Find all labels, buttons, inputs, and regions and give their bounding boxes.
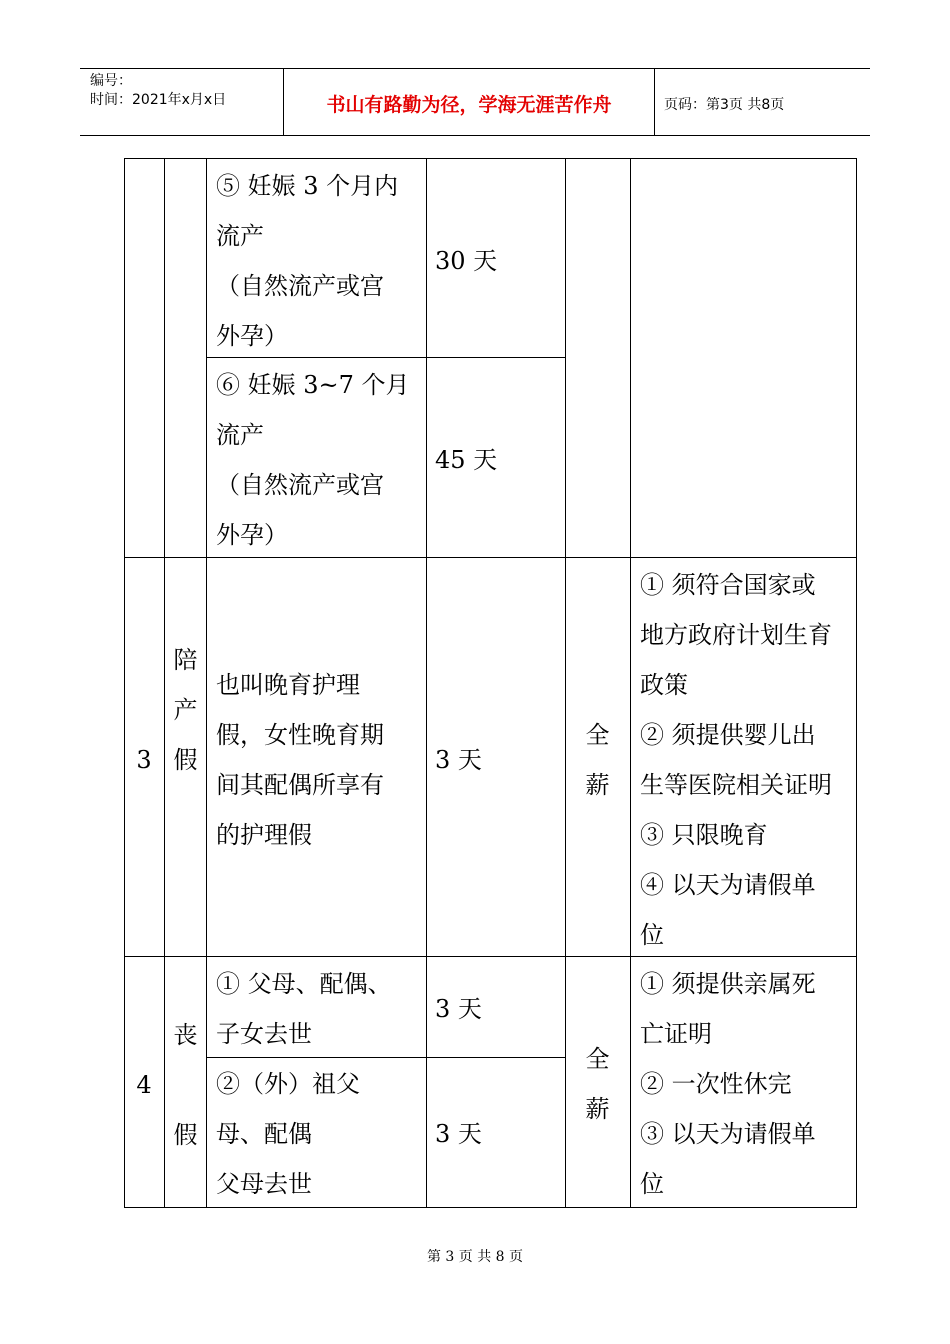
- time-label: 时间：2021年x月x日: [90, 92, 227, 108]
- leave-type: [165, 635, 206, 785]
- note-line: 位: [640, 921, 664, 949]
- pay-type: [565, 1034, 630, 1134]
- description-line: 假，女性晚育期: [216, 721, 384, 749]
- note-line: 地方政府计划生育: [640, 621, 832, 649]
- pay-type-char: 薪: [585, 1095, 610, 1123]
- description-line: 间其配偶所享有: [216, 771, 384, 799]
- description-line: 的护理假: [216, 821, 312, 849]
- leave-description: [216, 360, 421, 560]
- table-border: [124, 158, 125, 1208]
- description-line: （自然流产或宫: [216, 471, 384, 499]
- page-header: [80, 68, 870, 136]
- leave-description: [216, 959, 421, 1059]
- table-border: [124, 158, 857, 159]
- pay-type-char: 全: [585, 1045, 610, 1073]
- leave-days: 3 天: [435, 746, 482, 774]
- header-page-info: 页码：第3页 共8页: [664, 97, 785, 113]
- column-line: [630, 158, 631, 1208]
- description-line: ②（外）祖父: [216, 1070, 360, 1098]
- description-line: 外孕）: [216, 521, 288, 549]
- leave-description: [216, 1059, 421, 1209]
- header-motto: 书山有路勤为径，学海无涯苦作舟: [326, 94, 612, 116]
- description-line: ⑥ 妊娠 3~7 个月: [216, 371, 410, 399]
- leave-type: [165, 1010, 206, 1160]
- note-line: ① 须提供亲属死: [640, 970, 816, 998]
- page-footer: 第 3 页 共 8 页: [426, 1249, 524, 1265]
- description-line: ⑤ 妊娠 3 个月内: [216, 172, 399, 200]
- pay-type-char: 全: [585, 721, 610, 749]
- leave-type-char: 丧: [173, 1021, 198, 1049]
- description-line: 流产: [216, 421, 264, 449]
- header-bottom-rule: [80, 135, 870, 136]
- table-border: [856, 158, 857, 1208]
- column-line: [206, 158, 207, 1208]
- leave-days: 45 天: [435, 446, 498, 474]
- description-line: 流产: [216, 222, 264, 250]
- note-line: ④ 以天为请假单: [640, 871, 816, 899]
- leave-type-char: 产: [173, 696, 198, 724]
- leave-days: 30 天: [435, 247, 498, 275]
- leave-type-char: 假: [173, 746, 198, 774]
- description-line: （自然流产或宫: [216, 272, 384, 300]
- leave-description: [216, 161, 421, 361]
- note-line: 政策: [640, 671, 688, 699]
- description-line: 也叫晚育护理: [216, 671, 360, 699]
- leave-days: 3 天: [435, 1120, 482, 1148]
- row-number: 3: [136, 746, 152, 774]
- note-line: ③ 只限晚育: [640, 821, 768, 849]
- header-top-rule: [80, 68, 870, 69]
- note-line: ③ 以天为请假单: [640, 1120, 816, 1148]
- column-line: [426, 158, 427, 1208]
- description-line: ① 父母、配偶、: [216, 970, 392, 998]
- note-line: 位: [640, 1170, 664, 1198]
- pay-type-char: 薪: [585, 771, 610, 799]
- note-line: ② 一次性休完: [640, 1070, 792, 1098]
- note-line: 亡证明: [640, 1020, 712, 1048]
- description-line: 父母去世: [216, 1170, 312, 1198]
- leave-notes: [640, 959, 855, 1209]
- pay-type: [565, 710, 630, 810]
- leave-description: [216, 660, 421, 860]
- note-line: ② 须提供婴儿出: [640, 721, 816, 749]
- leave-type-char: 陪: [173, 646, 198, 674]
- description-line: 外孕）: [216, 322, 288, 350]
- description-line: 子女去世: [216, 1020, 312, 1048]
- leave-type-char: 假: [173, 1121, 198, 1149]
- leave-table: [124, 158, 857, 1208]
- row-number: 4: [136, 1071, 152, 1099]
- description-line: 母、配偶: [216, 1120, 312, 1148]
- leave-notes: [640, 560, 855, 960]
- note-line: ① 须符合国家或: [640, 571, 816, 599]
- code-label: 编号：: [90, 73, 132, 89]
- leave-days: 3 天: [435, 995, 482, 1023]
- note-line: 生等医院相关证明: [640, 771, 832, 799]
- header-divider: [654, 68, 655, 136]
